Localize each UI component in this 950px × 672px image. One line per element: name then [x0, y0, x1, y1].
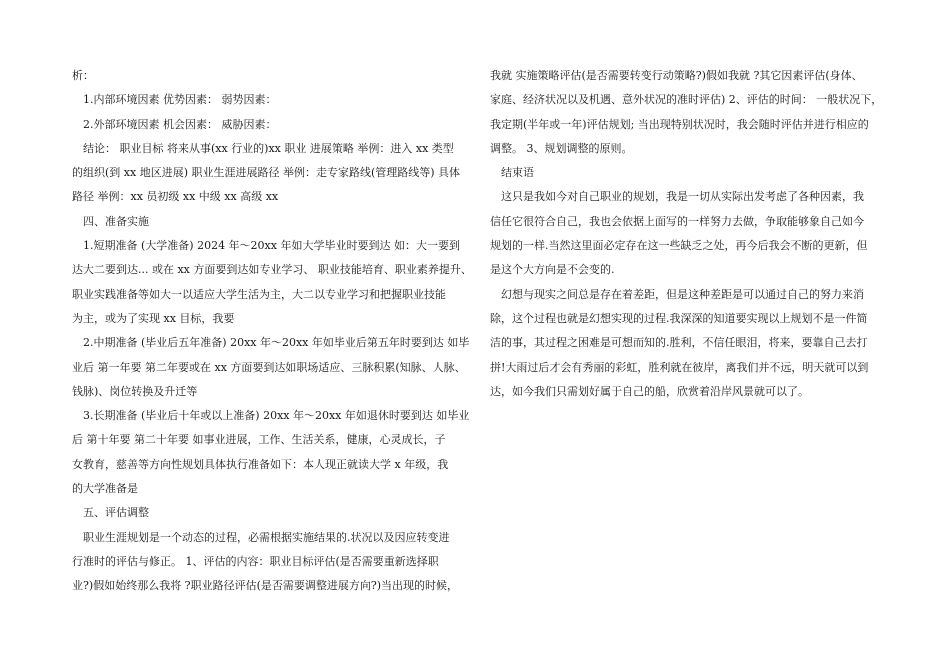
text-line: 调整。 3、规划调整的原则。 [490, 141, 633, 155]
text-line: 为主，或为了实现 xx 目标，我要 [72, 311, 235, 325]
text-line: 这只是我如今对自己职业的规划，我是一切从实际出发考虑了各种因素，我 [490, 190, 864, 204]
text-line: 钱脉)、岗位转换及升迁等 [72, 384, 198, 398]
section-heading: 结束语 [490, 166, 534, 180]
text-line: 2.中期准备 (毕业后五年准备) 20xx 年～20xx 年如毕业后第五年时要到达 如毕 [72, 336, 470, 350]
text-line: 的大学准备是 [72, 482, 138, 496]
text-line: 达大二要到达... 或在 xx 方面要到达如专业学习、 职业技能培育、职业素养提升、 [72, 263, 472, 277]
text-line: 信任它很符合自己，我也会依据上面写的一样努力去做，争取能够象自己如今 [490, 214, 864, 228]
text-line: 除，这个过程也就是幻想实现的过程.我深深的知道要实现以上规划不是一件简 [490, 311, 868, 325]
text-line: 达，如今我们只需划好属于自己的船，欣赏着沿岸风景就可以了。 [490, 384, 809, 398]
text-line: 业后 第一年要 第二年要或在 xx 方面要到达如职场适应、三脉积累(知脉、人脉、 [72, 360, 466, 374]
text-line: 路径 举例：xx 员初级 xx 中级 xx 高级 xx [72, 190, 279, 204]
text-line: 后 第十年要 第二十年要 如事业进展，工作、生活关系，健康，心灵成长，子 [72, 433, 446, 447]
section-heading: 五、评估调整 [72, 506, 149, 520]
text-line: 职业生涯规划是一个动态的过程，必需根据实施结果的.状况以及因应转变进 [72, 530, 450, 544]
text-line: 女教育，慈善等方向性规划具体执行准备如下：本人现正就读大学 x 年级，我 [72, 457, 449, 471]
text-line: 职业实践准备等如大一以适应大学生活为主，大二以专业学习和把握职业技能 [72, 287, 446, 301]
text-line: 1.短期准备 (大学准备) 2024 年～20xx 年如大学毕业时要到达 如：大一要到 [72, 239, 460, 253]
text-line: 析： [72, 69, 94, 82]
text-line: 2.外部环境因素 机会因素： 威胁因素： [72, 117, 277, 131]
text-line: 结论： 职业目标 将来从事(xx 行业的)xx 职业 进展策略 举例：进入 xx 类型 [72, 141, 454, 155]
text-line: 3.长期准备 (毕业后十年或以上准备) 20xx 年～20xx 年如退休时要到达 如毕业 [72, 409, 470, 423]
text-line: 家庭、经济状况以及机遇、意外状况的准时评估) 2、评估的时间： 一般状况下， [490, 93, 883, 107]
text-line: 洁的事，其过程之困难是可想而知的.胜利，不信任眼泪，将来，要靠自己去打 [490, 336, 868, 350]
text-line: 行准时的评估与修正。 1、评估的内容：职业目标评估(是否需要重新选择职 [72, 554, 439, 568]
section-heading: 四、准备实施 [72, 214, 149, 228]
text-line: 幻想与现实之间总是存在着差距，但是这种差距是可以通过自己的努力来消 [490, 287, 864, 301]
text-line: 我就 实施策略评估(是否需要转变行动策略?)假如我就 ?其它因素评估(身体、 [490, 69, 863, 82]
text-line: 是这个大方向是不会变的. [490, 263, 615, 277]
text-line: 1.内部环境因素 优势因素： 弱势因素： [72, 93, 277, 107]
text-line: 业?)假如始终那么我将 ?职业路径评估(是否需要调整进展方向?)当出现的时候， [72, 579, 459, 593]
right-text-column [490, 64, 885, 404]
text-line: 拼!大雨过后才会有秀丽的彩虹，胜利就在彼岸，离我们并不远，明天就可以到 [490, 360, 869, 374]
text-line: 我定期(半年或一年)评估规划; 当出现特别状况时，我会随时评估并进行相应的 [490, 117, 869, 131]
text-line: 的组织(到 xx 地区进展) 职业生涯进展路径 举例：走专家路线(管理路线等) 具体 [72, 166, 461, 180]
left-text-column [72, 64, 472, 599]
text-line: 规划的一样.当然这里面必定存在这一些缺乏之处，再今后我会不断的更新，但 [490, 239, 868, 253]
